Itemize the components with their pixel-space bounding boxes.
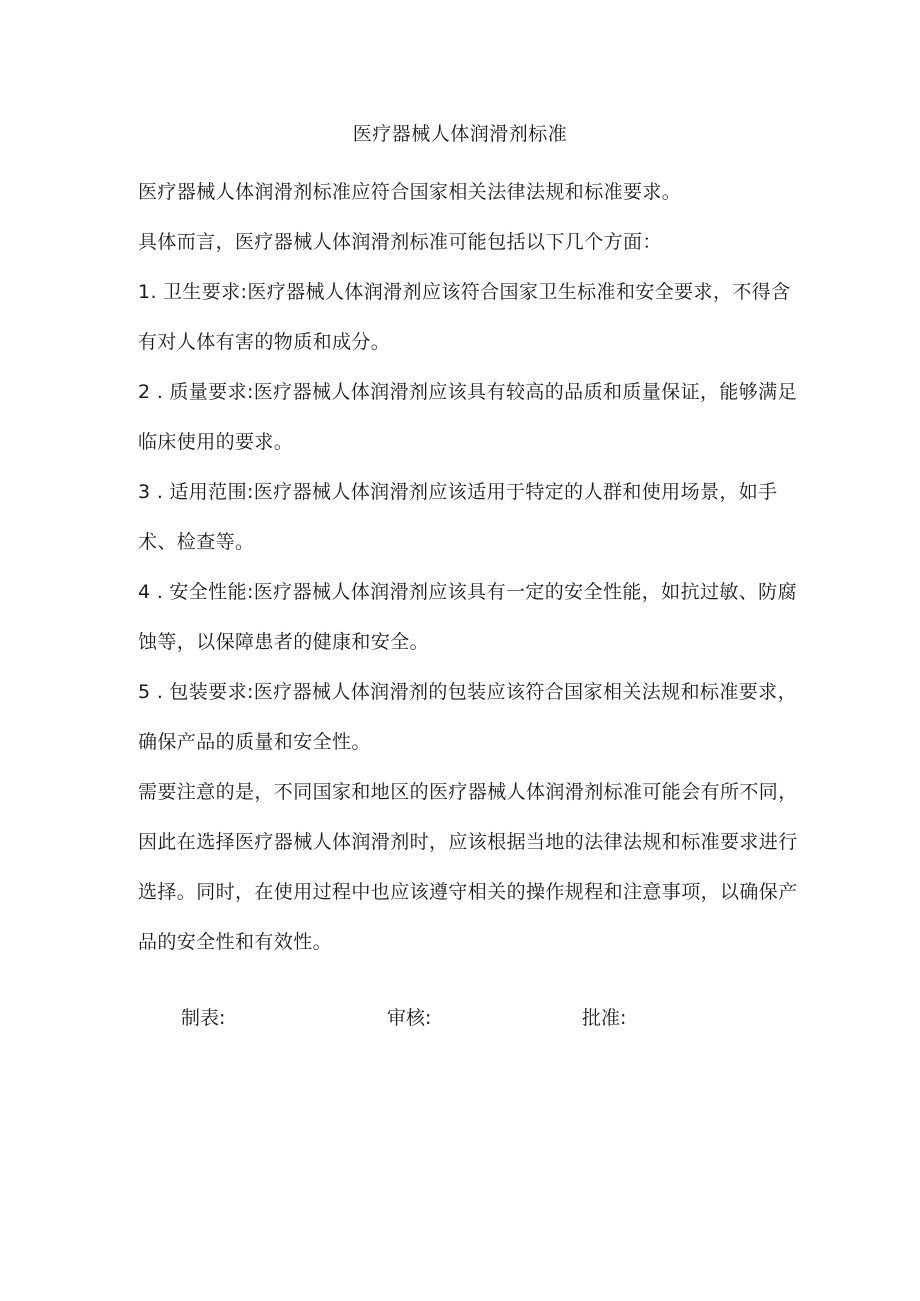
signature-reviewer-label: 审核: — [387, 1007, 432, 1029]
list-item-text: 安全性能:医疗器械人体润滑剂应该具有一定的安全性能，如抗过敏、防腐蚀等，以保障患者的健康和安全。 — [138, 581, 797, 653]
document-body — [138, 167, 798, 967]
list-item-number: 5 . — [138, 681, 164, 703]
list-item-number: 2 . — [138, 381, 164, 403]
intro-paragraph-2: 具体而言，医疗器械人体润滑剂标准可能包括以下几个方面： — [138, 231, 662, 253]
list-item — [138, 567, 798, 667]
signature-approver-label: 批准: — [582, 1007, 627, 1029]
list-item-text: 包装要求:医疗器械人体润滑剂的包装应该符合国家相关法规和标准要求，确保产品的质量和安全性。 — [138, 681, 797, 753]
list-item — [138, 367, 798, 467]
document-title: 医疗器械人体润滑剂标准 — [352, 123, 568, 145]
signature-row — [0, 1004, 920, 1034]
list-item-text: 卫生要求:医疗器械人体润滑剂应该符合国家卫生标准和安全要求，不得含有对人体有害的物质和成分。 — [138, 281, 791, 353]
intro-paragraph-1: 医疗器械人体润滑剂标准应符合国家相关法律法规和标准要求。 — [138, 181, 682, 203]
list-item — [138, 667, 798, 767]
list-item-number: 3 . — [138, 481, 164, 503]
list-item-number: 1. — [138, 281, 157, 303]
list-item — [138, 267, 798, 367]
note-paragraph: 需要注意的是，不同国家和地区的医疗器械人体润滑剂标准可能会有所不同，因此在选择医疗器械人体润滑剂时，应该根据当地的法律法规和标准要求进行选择。同时，在使用过程中也应该遵守相关的操作规程和注意事项，以确保产品的安全性和有效性。 — [138, 781, 798, 953]
signature-maker-label: 制表: — [181, 1007, 226, 1029]
list-item-text: 适用范围:医疗器械人体润滑剂应该适用于特定的人群和使用场景，如手术、检查等。 — [138, 481, 778, 553]
list-item — [138, 467, 798, 567]
list-item-number: 4 . — [138, 581, 164, 603]
list-item-text: 质量要求:医疗器械人体润滑剂应该具有较高的品质和质量保证，能够满足临床使用的要求。 — [138, 381, 797, 453]
